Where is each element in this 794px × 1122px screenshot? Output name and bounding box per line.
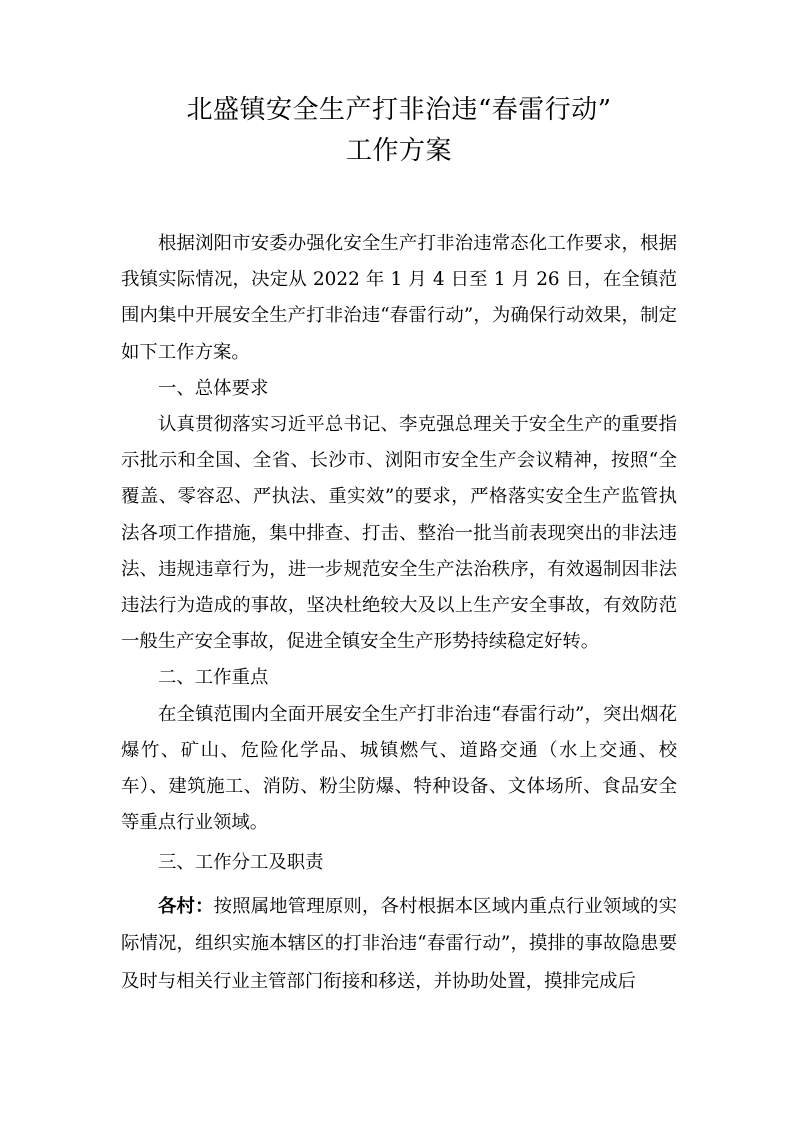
- section-heading-work-focus: 二、工作重点: [158, 667, 269, 689]
- document-title-line2: 工作方案: [345, 136, 452, 166]
- section-body-general-requirements: 认真贯彻落实习近平总书记、李克强总理关于安全生产的重要指示批示和全国、全省、长沙市、浏阳市安全生产会议精神，按照“全覆盖、零容忍、严执法、重实效”的要求，严格落实安全生产监管执法各项工作措施，集中排查、打击、整治一批当前表现突出的非法违法、违规违章行为，进一步规范安全生产法治秩序，有效遏制因非法违法行为造成的事故，坚决杜绝较大及以上生产安全事故，有效防范一般生产安全事故，促进全镇安全生产形势持续稳定好转。: [121, 414, 677, 653]
- section-body-work-focus: 在全镇范围内全面开展安全生产打非治违“春雷行动”，突出烟花爆竹、矿山、危险化学品、城镇燃气、道路交通（水上交通、校车）、建筑施工、消防、粉尘防爆、特种设备、文体场所、食品安全等重点行业领域。: [121, 703, 677, 834]
- section-body-division-duties: [121, 888, 677, 1001]
- title-block: [121, 90, 677, 172]
- section-heading-general-requirements: 一、总体要求: [158, 377, 269, 399]
- intro-paragraph: 根据浏阳市安委办强化安全生产打非治违常态化工作要求，根据我镇实际情况，决定从 2022 年 1 月 4 日至 1 月 26 日，在全镇范围内集中开展安全生产打非治违“春雷行动”，为确保行动效果，制定如下工作方案。: [121, 233, 677, 363]
- villages-lead-label: 各村：: [158, 895, 214, 917]
- section-heading-division-duties: 三、工作分工及职责: [158, 852, 324, 874]
- villages-duty-text: 按照属地管理原则，各村根据本区域内重点行业领域的实际情况，组织实施本辖区的打非治违“春雷行动”，摸排的事故隐患要及时与相关行业主管部门衔接和移送，并协助处置，摸排完成后: [121, 895, 677, 992]
- document-title-line1: 北盛镇安全生产打非治违“春雷行动”: [186, 95, 612, 125]
- document-page: [121, 90, 677, 1000]
